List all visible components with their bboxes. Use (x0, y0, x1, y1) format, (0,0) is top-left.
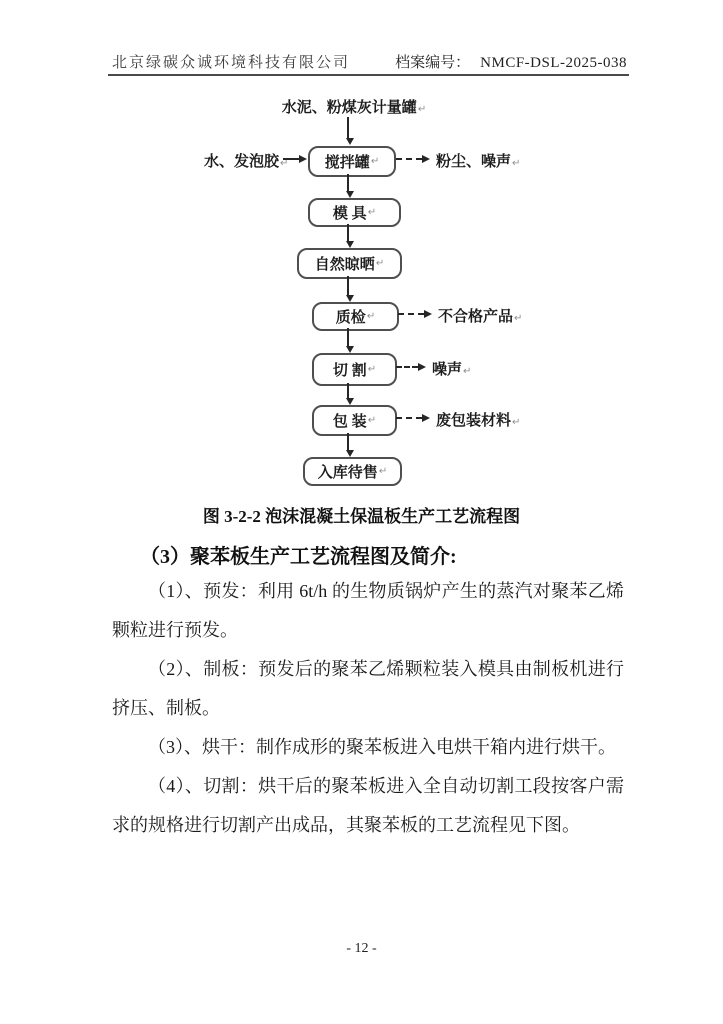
return-mark-icon: ↵ (280, 158, 289, 169)
return-mark-icon: ↵ (367, 415, 377, 426)
flow-box-packing: 包 装 ↵ (312, 405, 397, 436)
paragraph-prefoaming: （1）、预发：利用 6t/h 的生物质锅炉产生的蒸汽对聚苯乙烯颗粒进行预发。 (112, 581, 624, 640)
arrow-down-icon (347, 224, 349, 241)
dashed-arrow-right-icon (398, 313, 424, 315)
emission-label-waste-packaging: 废包装材料↵ (436, 413, 521, 429)
flow-input-left-label: 水、发泡胶↵ (204, 154, 289, 170)
emission-label-noise: 噪声↵ (432, 362, 472, 378)
arrow-down-icon (347, 276, 349, 295)
dashed-arrow-right-icon (396, 158, 422, 160)
header-rule (108, 74, 629, 76)
flow-box-cutting: 切 割 ↵ (312, 353, 397, 386)
emission-label-dust-noise: 粉尘、噪声↵ (436, 154, 521, 170)
arrow-right-icon (283, 158, 299, 160)
arrow-down-icon (347, 328, 349, 346)
flow-box-quality-inspection: 质检 ↵ (312, 302, 399, 331)
arrow-down-icon (347, 117, 349, 138)
section-heading: （3）聚苯板生产工艺流程图及简介: (140, 546, 457, 568)
return-mark-icon: ↵ (512, 417, 521, 428)
dashed-arrow-right-icon (396, 366, 418, 368)
return-mark-icon: ↵ (378, 466, 388, 477)
header-archive-number (395, 51, 627, 72)
flow-box-mould: 模 具 ↵ (308, 198, 401, 227)
return-mark-icon: ↵ (463, 366, 472, 377)
flow-box-mixing-tank: 搅拌罐 ↵ (308, 146, 396, 177)
return-mark-icon: ↵ (367, 364, 377, 375)
return-mark-icon: ↵ (367, 207, 377, 218)
archive-label: 档案编号： (395, 55, 471, 71)
arrow-down-icon (347, 174, 349, 191)
body-text (112, 572, 624, 845)
return-mark-icon: ↵ (417, 104, 427, 115)
return-mark-icon: ↵ (370, 156, 380, 167)
paragraph-board-making: （2）、制板：预发后的聚苯乙烯颗粒装入模具由制板机进行挤压、制板。 (112, 659, 624, 718)
arrow-down-icon (347, 433, 349, 450)
return-mark-icon: ↵ (514, 313, 523, 324)
arrow-down-icon (347, 383, 349, 398)
flow-input-top-label: 水泥、粉煤灰计量罐↵ (281, 100, 427, 116)
archive-value: NMCF-DSL-2025-038 (480, 55, 627, 71)
return-mark-icon: ↵ (512, 158, 521, 169)
return-mark-icon: ↵ (366, 311, 376, 322)
header-company-name: 北京绿碳众诚环境科技有限公司 (112, 55, 351, 71)
page-number: - 12 - (346, 941, 377, 956)
emission-label-rejects: 不合格产品↵ (438, 309, 523, 325)
dashed-arrow-right-icon (396, 417, 422, 419)
flow-box-natural-drying: 自然晾晒 ↵ (297, 248, 402, 279)
paragraph-cutting: （4）、切割：烘干后的聚苯板进入全自动切割工段按客户需求的规格进行切割产出成品，其聚苯板的工艺流程见下图。 (112, 776, 624, 835)
paragraph-drying: （3）、烘干：制作成形的聚苯板进入电烘干箱内进行烘干。 (148, 737, 616, 757)
figure-caption: 图 3-2-2 泡沫混凝土保温板生产工艺流程图 (202, 507, 521, 526)
return-mark-icon: ↵ (375, 258, 385, 269)
flow-box-warehouse: 入库待售 ↵ (303, 457, 402, 486)
